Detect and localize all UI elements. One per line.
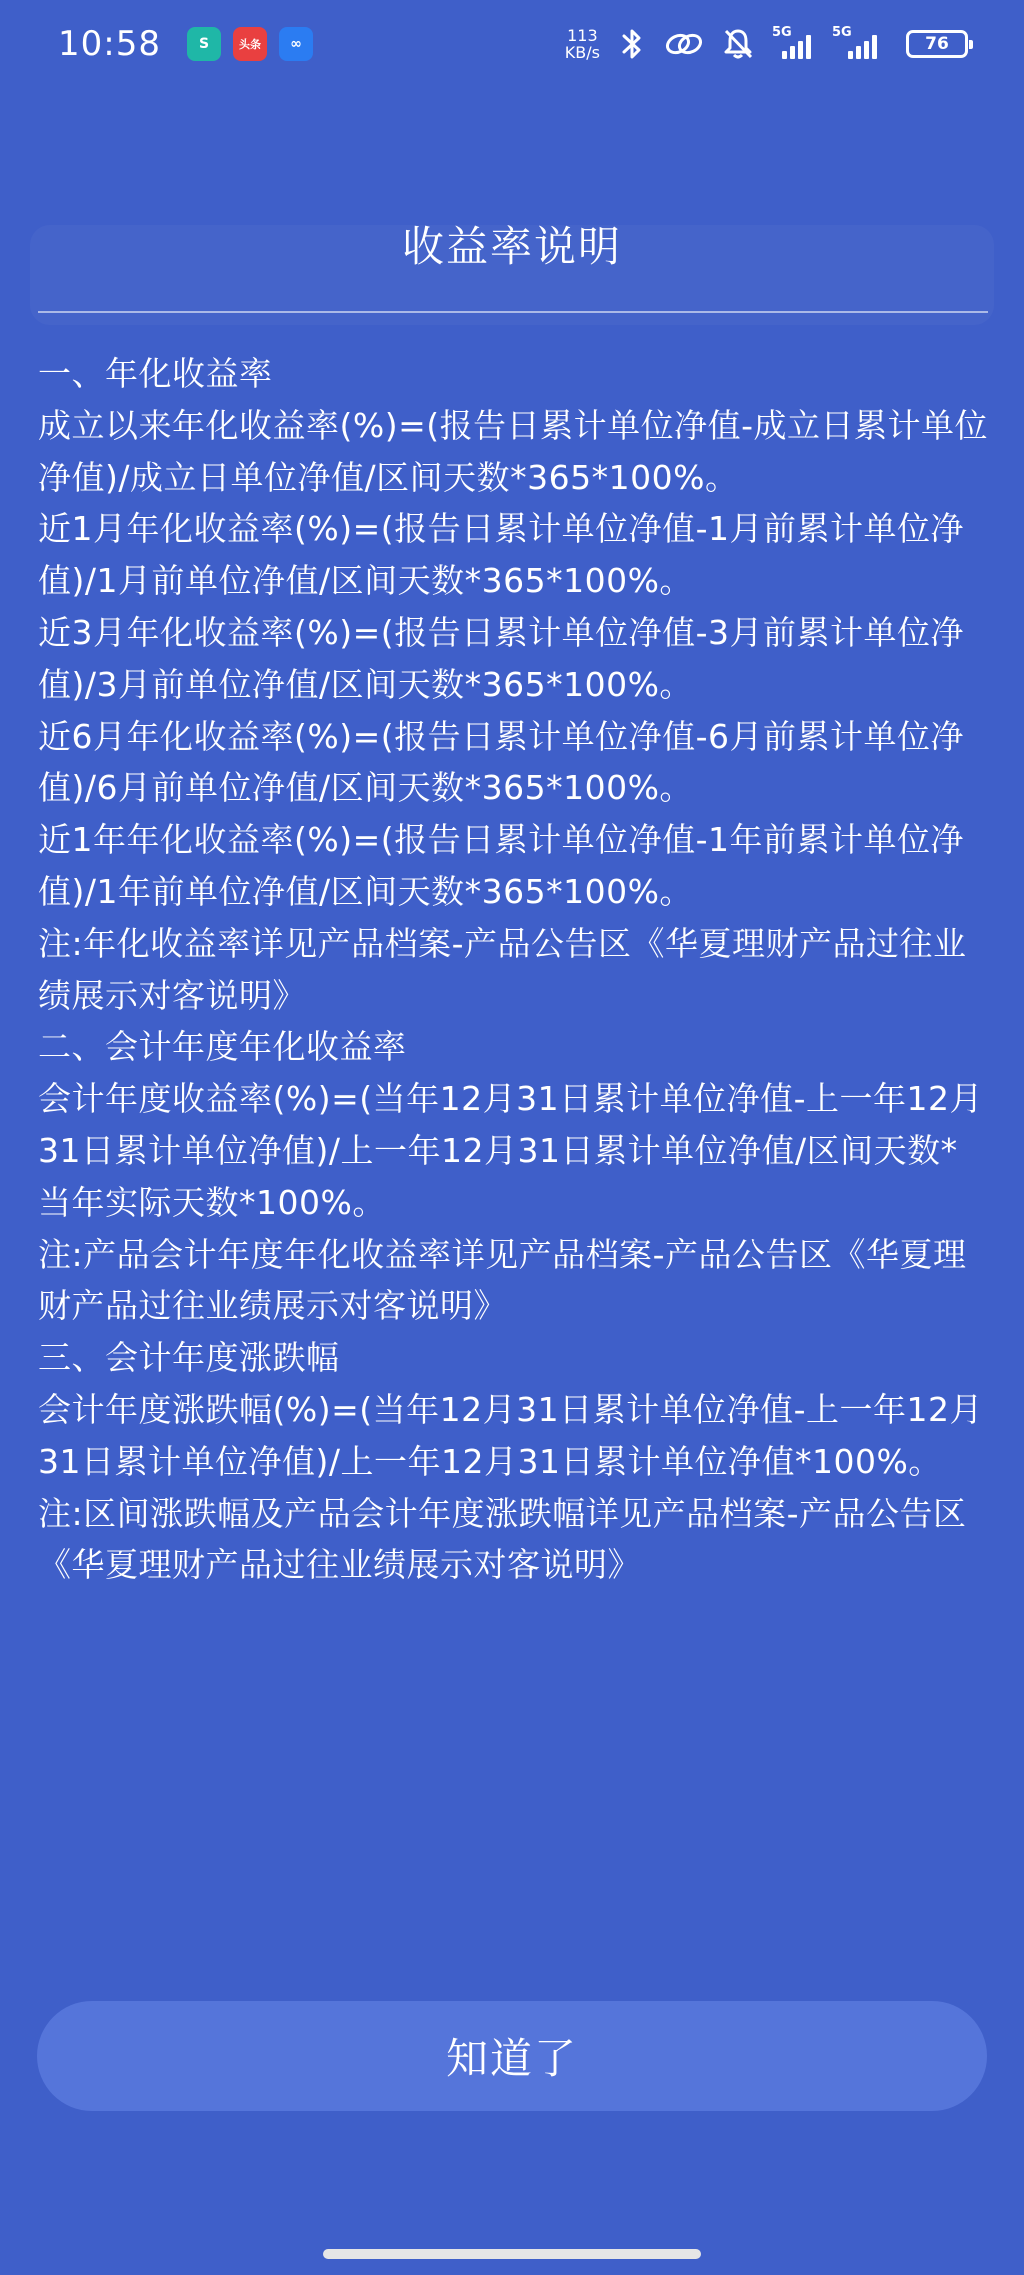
formula-paragraph: 近1年年化收益率(%)=(报告日累计单位净值-1年前累计单位净值)/1年前单位净值/区间天数*365*100%。 <box>38 820 965 911</box>
formula-paragraph: 近6月年化收益率(%)=(报告日累计单位净值-6月前累计单位净值)/6月前单位净值/区间天数*365*100%。 <box>38 716 965 808</box>
signal-tag-2: 5G <box>832 25 852 40</box>
background-row <box>68 1785 958 1885</box>
formula-paragraph: 近1月年化收益率(%)=(报告日累计单位净值-1月前累计单位净值)/1月前单位净值/区间天数*365*100%。 <box>38 509 965 601</box>
background-row <box>68 1685 958 1785</box>
battery-indicator: 76 <box>906 30 968 58</box>
signal-strength-1 <box>772 25 814 59</box>
section-heading: 二、会计年度年化收益率 <box>38 1027 407 1067</box>
network-speed <box>565 27 600 61</box>
formula-paragraph: 近3月年化收益率(%)=(报告日累计单位净值-3月前累计单位净值)/3月前单位净值/区间天数*365*100%。 <box>38 612 965 704</box>
background-row <box>68 1585 958 1685</box>
formula-paragraph: 会计年度收益率(%)=(当年12月31日累计单位净值-上一年12月31日累计单位净值)/上一年12月31日累计单位净值/区间天数*当年实际天数*100%。 <box>38 1079 984 1222</box>
mute-bell-icon <box>722 27 754 61</box>
title-divider <box>38 311 988 313</box>
status-left <box>58 24 325 64</box>
toutiao-app-icon: 头条 <box>233 27 267 61</box>
formula-paragraph: 会计年度涨跌幅(%)=(当年12月31日累计单位净值-上一年12月31日累计单位净值)/上一年12月31日累计单位净值*100%。 <box>38 1389 984 1481</box>
network-speed-value: 113 <box>567 26 598 45</box>
status-right <box>565 27 968 61</box>
status-time: 10:58 <box>58 24 161 64</box>
modal-title: 收益率说明 <box>401 222 622 271</box>
link-app-icon: ∞ <box>279 27 313 61</box>
signal-tag-1: 5G <box>772 25 792 40</box>
note-paragraph: 注:年化收益率详见产品档案-产品公告区《华夏理财产品过往业绩展示对客说明》 <box>38 923 967 1015</box>
bluetooth-icon <box>618 27 646 61</box>
section-heading: 三、会计年度涨跌幅 <box>38 1338 340 1378</box>
background-rows <box>68 1585 958 1885</box>
modal-content <box>38 348 990 1591</box>
section-heading: 一、年化收益率 <box>38 354 273 393</box>
signal-strength-2 <box>832 25 888 59</box>
hotspot-link-icon <box>664 29 704 59</box>
formula-paragraph: 成立以来年化收益率(%)=(报告日累计单位净值-成立日累计单位净值)/成立日单位净值/区间天数*365*100%。 <box>38 405 989 497</box>
confirm-button[interactable]: 知道了 <box>37 2001 987 2111</box>
app-notification-icon: S <box>187 27 221 61</box>
note-paragraph: 注:产品会计年度年化收益率详见产品档案-产品公告区《华夏理财产品过往业绩展示对客说明》 <box>38 1234 967 1326</box>
home-indicator[interactable] <box>323 2249 701 2259</box>
note-paragraph: 注:区间涨跌幅及产品会计年度涨跌幅详见产品档案-产品公告区《华夏理财产品过往业绩展示对客说明》 <box>38 1493 967 1585</box>
status-bar <box>0 0 1024 88</box>
network-speed-unit: KB/s <box>564 43 600 62</box>
